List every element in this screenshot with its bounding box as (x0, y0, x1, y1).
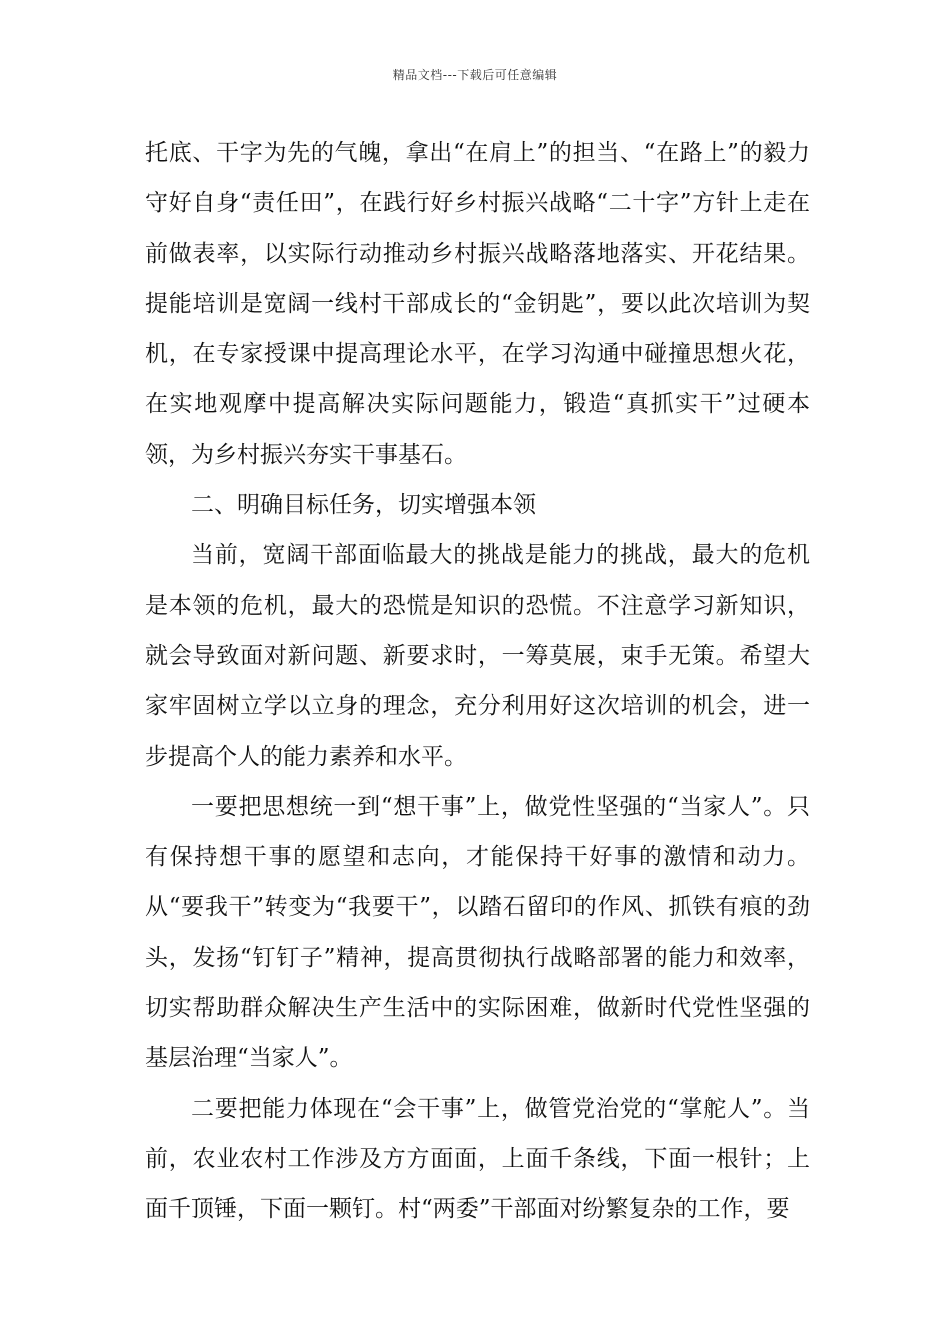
paragraph-continuation: 托底、干字为先的气魄，拿出“在肩上”的担当、“在路上”的毅力守好自身“责任田”，在践行好乡村振兴战略“二十字”方针上走在前做表率，以实际行动推动乡村振兴战略落地落实、开花结果。提能培训是宽阔一线村干部成长的“金钥匙”，要以此次培训为契机，在专家授课中提高理论水平，在学习沟通中碰撞思想火花，在实地观摩中提高解决实际问题能力，锻造“真抓实干”过硬本领，为乡村振兴夯实干事基石。 (145, 140, 810, 468)
paragraph: 二要把能力体现在“会干事”上，做管党治党的“掌舵人”。当前，农业农村工作涉及方方面面，上面千条线，下面一根针；上面千顶锤，下面一颗钉。村“两委”干部面对纷繁复杂的工作，要 (145, 1095, 810, 1223)
section-heading: 二、明确目标任务，切实增强本领 (191, 492, 536, 519)
paragraph: 一要把思想统一到“想干事”上，做党性坚强的“当家人”。只有保持想干事的愿望和志向，才能保持干好事的激情和动力。从“要我干”转变为“我要干”，以踏石留印的作风、抓铁有痕的劲头，发扬“钉钉子”精神，提高贯彻执行战略部署的能力和效率，切实帮助群众解决生产生活中的实际困难，做新时代党性坚强的基层治理“当家人”。 (145, 793, 810, 1072)
page-header: 精品文档---下载后可任意编辑 (392, 68, 558, 82)
document-body (145, 128, 810, 1235)
paragraph: 当前，宽阔干部面临最大的挑战是能力的挑战，最大的危机是本领的危机，最大的恐慌是知识的恐慌。不注意学习新知识，就会导致面对新问题、新要求时，一筹莫展，束手无策。希望大家牢固树立学以立身的理念，充分利用好这次培训的机会，进一步提高个人的能力素养和水平。 (145, 542, 810, 770)
